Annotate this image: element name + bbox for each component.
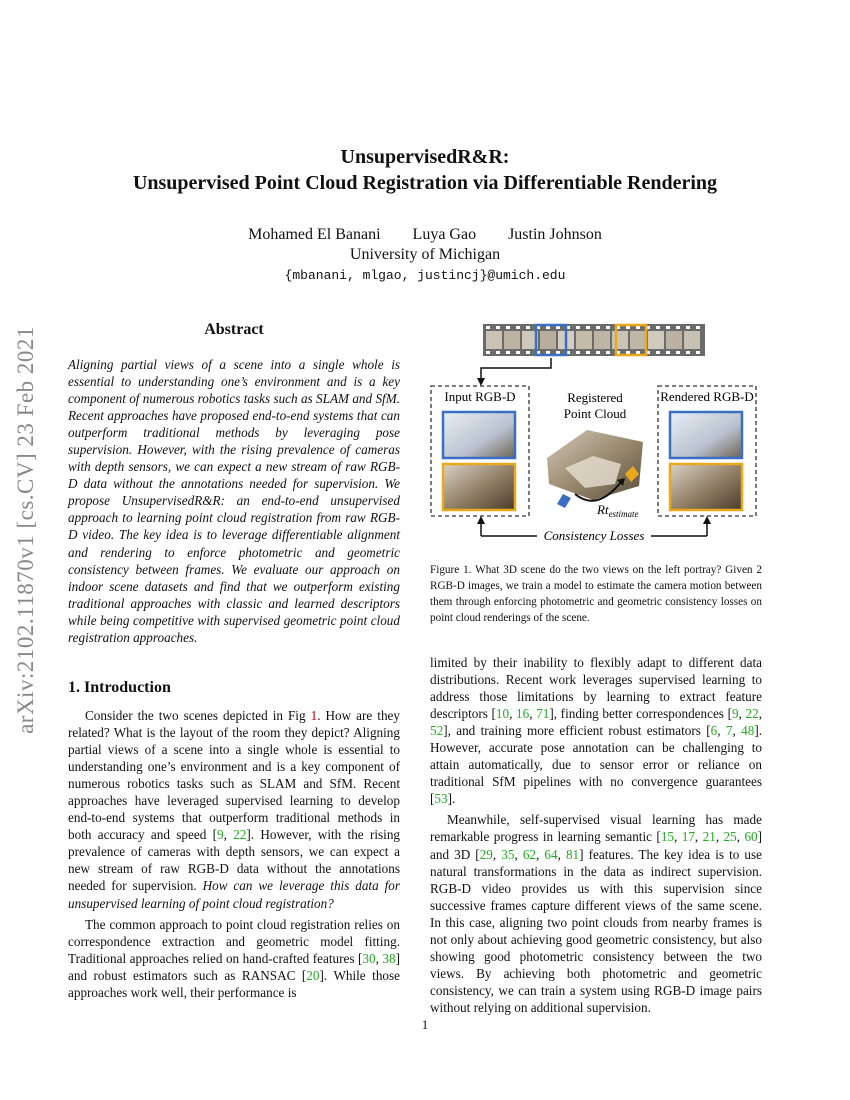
page-number: 1 [421, 1017, 429, 1032]
input-view-image-1 [443, 412, 515, 458]
rendered-view-image-1 [670, 412, 742, 458]
figure-1 [425, 318, 770, 548]
citation-link[interactable]: 16 [516, 706, 530, 722]
citation-link[interactable]: 35 [501, 846, 515, 862]
affiliation: University of Michigan [349, 246, 501, 263]
section-heading-introduction: 1. Introduction [68, 679, 171, 696]
citation-link[interactable]: 29 [479, 846, 493, 862]
citation-link[interactable]: 60 [744, 829, 758, 845]
figure-label-rendered: Rendered RGB-D [660, 389, 754, 404]
figure-1-caption: Figure 1. What 3D scene do the two views on the left portray? Given 2 RGB-D images, we train a model to estimate the camera motion between them through enforcing photometric and geometric consistency losses on point cloud renderings of the scene. [430, 564, 762, 624]
figure-label-registered: Registered [567, 390, 623, 405]
citation-link[interactable]: 9 [217, 827, 224, 843]
citation-link[interactable]: 21 [702, 829, 716, 845]
abstract-text: Aligning partial views of a scene into a single whole is essential to understanding one’s environment and is a key component of numerous robotics tasks such as SLAM and SfM. Recent approaches have proposed end-to-end systems that can outperform traditional methods by leveraging pose supervision. However, with the rising prevalence of cameras with depth sensors, we can expect a new stream of raw RGB-D data without the annotations needed for supervision. We propose UnsupervisedR&R: an end-to-end unsupervised approach to learning point cloud registration from raw RGB-D video. The key idea is to leverage differentiable alignment and rendering to enforce photometric and geometric consistency between frames. We evaluate our approach on indoor scene datasets and find that we outperform existing traditional approaches with classic and learned descriptors while being competitive with supervised geometric point cloud registration approaches. [68, 357, 400, 645]
intro-left-column [68, 707, 400, 1001]
video-film-strip [483, 324, 705, 356]
citation-link[interactable]: 15 [660, 829, 674, 845]
citation-link[interactable]: 62 [522, 846, 537, 862]
citation-link[interactable]: 20 [306, 967, 320, 983]
citation-link[interactable]: 10 [495, 706, 510, 722]
input-view-image-2 [443, 464, 515, 510]
abstract-heading: Abstract [204, 321, 264, 338]
figure-label-input: Input RGB-D [444, 389, 516, 404]
svg-text:Point Cloud: Point Cloud [563, 406, 627, 421]
author-list [0, 226, 850, 244]
citation-link[interactable]: 38 [382, 950, 396, 966]
arxiv-stamp: arXiv:2102.11870v1 [cs.CV] 23 Feb 2021 [13, 326, 38, 734]
intro-paragraph-3: limited by their inability to flexibly adapt to different data distributions. Recent work leverages supervised learning to address those limitations by learning to extract feature descriptors [10, 16, 71], finding better correspondences [9, 22, 52], and training more efficient robust estimators [6, 7, 48]. However, accurate pose annotation can be challenging to attain automatically, due to sensor error or reliance on traditional SfM pipelines with no convergence guarantees [53]. [430, 655, 763, 807]
citation-link[interactable]: 22 [745, 706, 759, 722]
intro-paragraph-2: The common approach to point cloud registration relies on correspondence extraction and geometric model fitting. Traditional approaches relied on hand-crafted features [30, 38] and robust estimators such as RANSAC [20]. While those approaches work well, their performance is [68, 916, 401, 1000]
intro-paragraph-4: Meanwhile, self-supervised visual learning has made remarkable progress in learning semantic [15, 17, 21, 25, 60] and 3D [29, 35, 62, 64, 81] features. The key idea is to use natural transformations in the data as indirect supervision. RGB-D video provides us with this supervision since successive frames capture different views of the same scene. In this case, aligning two point clouds from nearby frames is not only about achieving good geometric consistency, but also showing good photometric consistency between the two views. By achieving both photometric and geometric consistency, we can train a system using RGB-D image pairs without relying on additional supervision. [430, 812, 763, 1015]
citation-link[interactable]: 7 [725, 723, 733, 739]
citation-link[interactable]: 6 [710, 723, 718, 739]
camera-blue-icon [557, 494, 571, 508]
figure-ref-link[interactable]: 1 [310, 708, 318, 723]
citation-link[interactable]: 52 [430, 723, 444, 739]
author-emails: {mbanani, mlgao, justincj}@umich.edu [284, 268, 566, 283]
citation-link[interactable]: 81 [565, 846, 580, 862]
citation-link[interactable]: 30 [362, 950, 376, 966]
paper-title-line2: Unsupervised Point Cloud Registration via Differentiable Rendering [132, 172, 718, 194]
author-name: Mohamed El Banani [248, 226, 381, 243]
citation-link[interactable]: 71 [536, 706, 550, 722]
author-name: Luya Gao [412, 226, 477, 243]
citation-link[interactable]: 22 [233, 827, 247, 843]
figure-label-losses: Consistency Losses [543, 528, 645, 543]
citation-link[interactable]: 25 [723, 829, 737, 845]
paper-title-line1: UnsupervisedR&R: [340, 146, 510, 168]
citation-link[interactable]: 64 [544, 846, 558, 862]
author-name: Justin Johnson [508, 226, 602, 243]
intro-paragraph-1: Consider the two scenes depicted in Fig 1. How are they related? What is the layout of the room they depict? Aligning partial views of a scene into a single whole is essential to understanding one’s environment and is a key component of numerous robotics tasks such as SLAM and SfM. Recent approaches have leveraged supervised learning to develop end-to-end systems that outperform traditional methods in both accuracy and speed [9, 22]. However, with the rising prevalence of cameras with depth sensors, we can expect a new stream of raw RGB-D data without the annotations needed for supervision. How can we leverage this data for unsupervised learning of point cloud registration? [68, 708, 401, 911]
citation-link[interactable]: 48 [741, 723, 755, 739]
citation-link[interactable]: 9 [731, 706, 739, 722]
rendered-view-image-2 [670, 464, 742, 510]
citation-link[interactable]: 17 [681, 829, 695, 845]
rt-estimate-label: $Rt_{estimate}$ [597, 502, 639, 519]
intro-right-column [430, 654, 762, 1016]
citation-link[interactable]: 53 [434, 791, 448, 807]
